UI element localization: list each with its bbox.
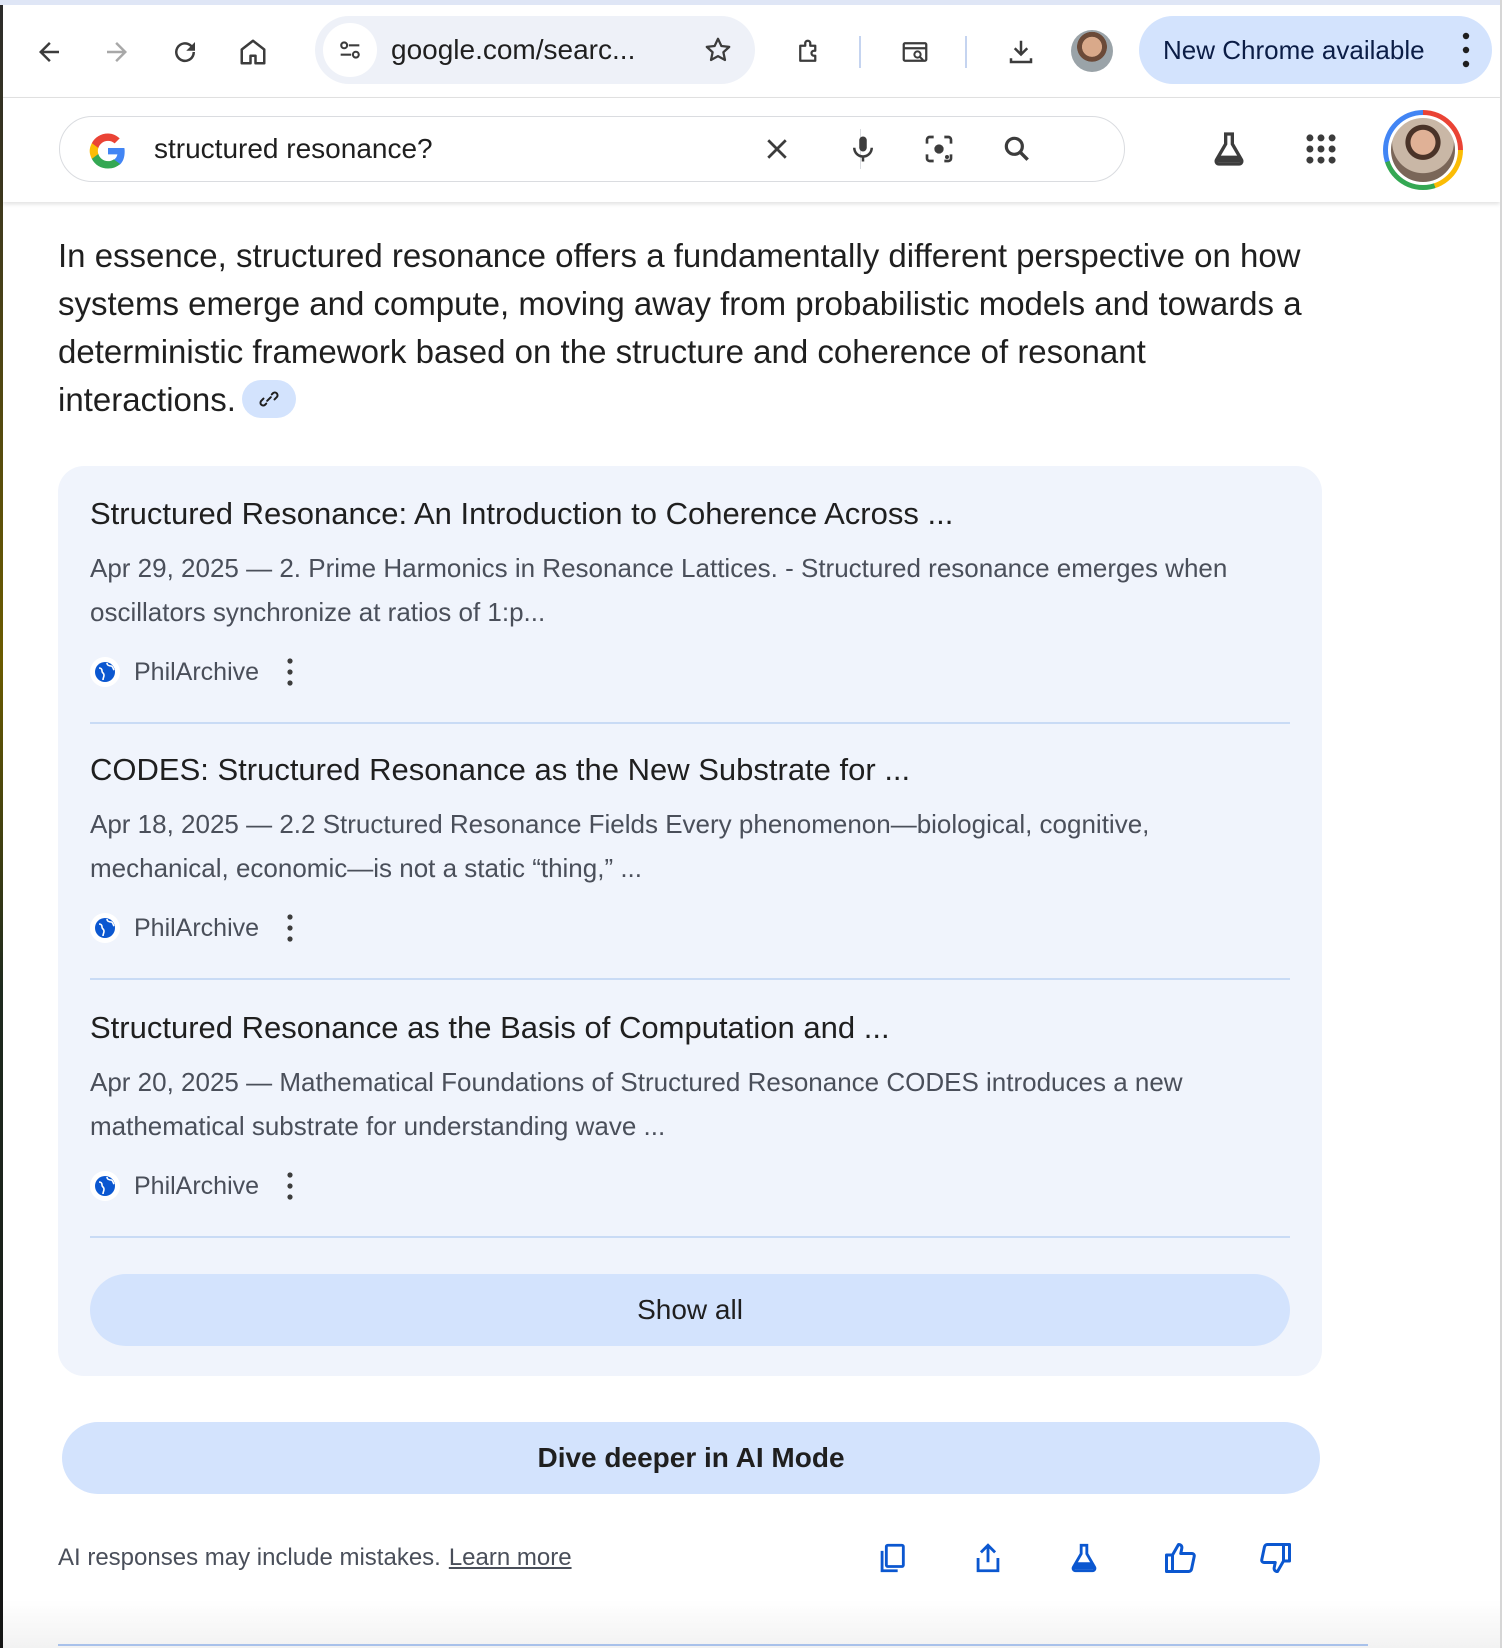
more-vert-icon[interactable]: [285, 657, 295, 687]
thumbs-down-icon[interactable]: [1252, 1534, 1300, 1582]
source-item[interactable]: [90, 1010, 1290, 1206]
source-name: PhilArchive: [134, 657, 260, 686]
download-icon[interactable]: [999, 5, 1043, 98]
globe-icon: [90, 913, 120, 943]
source-name: PhilArchive: [134, 1171, 260, 1200]
bottom-fade: [3, 1600, 1500, 1648]
source-snippet: Apr 18, 2025 — 2.2 Structured Resonance Fields Every phenomenon—biological, cognitive, mechanical, economic—is not a static “thing,” ...: [90, 809, 1150, 883]
extensions-icon[interactable]: [787, 5, 831, 98]
thumbs-up-icon[interactable]: [1156, 1534, 1204, 1582]
source-divider: [90, 722, 1290, 724]
more-vert-icon[interactable]: [1462, 30, 1470, 70]
site-settings-icon[interactable]: [323, 23, 377, 77]
search-box[interactable]: [59, 116, 1125, 182]
url-text[interactable]: google.com/searc...: [391, 34, 636, 65]
source-meta: [90, 652, 1290, 692]
learn-more-link[interactable]: Learn more: [448, 1544, 572, 1571]
show-all-button[interactable]: Show all: [90, 1274, 1290, 1346]
ai-disclaimer: [58, 1544, 572, 1572]
source-divider: [90, 978, 1290, 980]
more-vert-icon[interactable]: [285, 913, 295, 943]
source-title[interactable]: Structured Resonance: An Introduction to Coherence Across ...: [90, 496, 954, 531]
source-item[interactable]: [90, 752, 1290, 948]
bottom-divider: [58, 1644, 1368, 1646]
source-name: PhilArchive: [134, 913, 260, 942]
address-bar[interactable]: [315, 16, 755, 84]
source-title[interactable]: Structured Resonance as the Basis of Computation and ...: [90, 1010, 890, 1045]
overview-summary: [58, 232, 1328, 424]
more-vert-icon[interactable]: [285, 1171, 295, 1201]
search-query-text[interactable]: structured resonance?: [154, 133, 433, 164]
new-chrome-button[interactable]: [1139, 16, 1492, 84]
disclaimer-text: AI responses may include mistakes.: [58, 1544, 441, 1571]
home-icon[interactable]: [231, 5, 275, 98]
link-icon[interactable]: [242, 380, 296, 418]
search-header: [3, 98, 1500, 202]
dive-deeper-button[interactable]: Dive deeper in AI Mode: [62, 1422, 1320, 1494]
source-title[interactable]: CODES: Structured Resonance as the New Substrate for ...: [90, 752, 911, 787]
desktop-edge: [0, 0, 3, 1648]
source-meta: [90, 1166, 1290, 1206]
apps-grid-icon[interactable]: [1291, 116, 1351, 182]
labs-icon[interactable]: [1199, 116, 1259, 182]
tab-search-icon[interactable]: [893, 5, 937, 98]
source-snippet: Apr 20, 2025 — Mathematical Foundations of Structured Resonance CODES introduces a new mathematical substrate for understanding wave ...: [90, 1067, 1183, 1141]
new-chrome-label: New Chrome available: [1163, 34, 1425, 65]
copy-icon[interactable]: [868, 1534, 916, 1582]
browser-toolbar: [3, 5, 1500, 98]
google-logo[interactable]: [88, 131, 128, 171]
source-item[interactable]: [90, 496, 1290, 692]
account-avatar[interactable]: [1383, 110, 1463, 190]
profile-avatar[interactable]: [1071, 30, 1113, 72]
back-icon[interactable]: [27, 5, 71, 98]
forward-icon[interactable]: [95, 5, 139, 98]
sources-card: [58, 466, 1322, 1376]
globe-icon: [90, 657, 120, 687]
summary-text: In essence, structured resonance offers a fundamentally different perspective on how systems emerge and compute, moving away from probabilistic models and towards a deterministic framework based on the structure and coherence of resonant interactions.: [58, 237, 1302, 418]
labs-icon[interactable]: [1060, 1534, 1108, 1582]
lens-icon[interactable]: [912, 117, 966, 181]
clear-icon[interactable]: [750, 117, 804, 181]
source-divider: [90, 1236, 1290, 1238]
source-snippet: Apr 29, 2025 — 2. Prime Harmonics in Resonance Lattices. - Structured resonance emerges when oscillators synchronize at ratios of 1:p...: [90, 553, 1228, 627]
ai-overview: [58, 232, 1328, 424]
globe-icon: [90, 1171, 120, 1201]
share-icon[interactable]: [964, 1534, 1012, 1582]
toolbar-divider: [965, 36, 967, 68]
toolbar-divider: [859, 36, 861, 68]
microphone-icon[interactable]: [836, 117, 890, 181]
source-meta: [90, 908, 1290, 948]
reload-icon[interactable]: [163, 5, 207, 98]
search-icon[interactable]: [990, 117, 1044, 181]
bookmark-star-icon[interactable]: [693, 16, 743, 84]
